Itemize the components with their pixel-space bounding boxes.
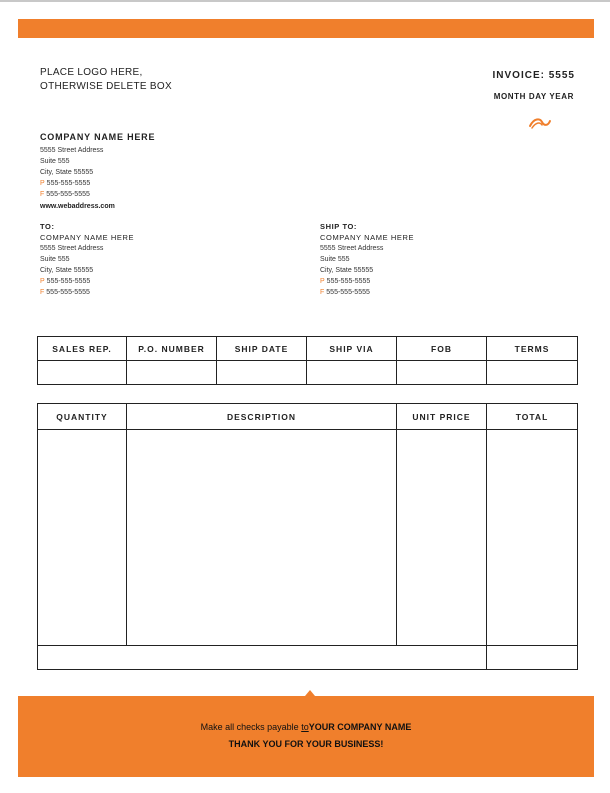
line-items-table — [37, 403, 578, 670]
logo-line-1: PLACE LOGO HERE, — [40, 67, 143, 78]
sender-city: City, State 55555 — [40, 169, 94, 176]
sender-company-name: COMPANY NAME HERE — [40, 132, 156, 142]
ship-to-city: City, State 55555 — [320, 267, 374, 274]
thank-you-note: THANK YOU FOR YOUR BUSINESS! — [228, 739, 384, 749]
fax-prefix: F — [40, 289, 45, 296]
fob-cell[interactable] — [397, 361, 487, 385]
invoice-number: INVOICE: 5555 — [492, 70, 575, 81]
phone-prefix: P — [40, 180, 45, 187]
payment-footer — [18, 696, 594, 777]
sales-rep-cell[interactable] — [38, 361, 127, 385]
payment-note — [18, 722, 594, 732]
top-divider — [0, 0, 610, 2]
bill-to-fax-number: 555-555-5555 — [46, 289, 90, 296]
description-header: DESCRIPTION — [127, 404, 397, 430]
ship-to-label: SHIP TO: — [320, 222, 358, 231]
unit-price-column-cell[interactable] — [397, 430, 487, 646]
items-body-row — [38, 430, 578, 646]
quantity-header: QUANTITY — [38, 404, 127, 430]
order-value-row — [38, 361, 578, 385]
invoice-date: MONTH DAY YEAR — [493, 92, 574, 101]
phone-prefix: P — [40, 278, 45, 285]
fob-header: FOB — [397, 337, 487, 361]
ship-to-company: COMPANY NAME HERE — [320, 233, 415, 242]
fax-prefix: F — [320, 289, 325, 296]
bill-to-block — [40, 221, 134, 298]
total-header: TOTAL — [487, 404, 578, 430]
total-column-cell[interactable] — [487, 430, 578, 646]
order-header-row — [38, 337, 578, 361]
bill-to-fax — [40, 287, 134, 298]
sender-street: 5555 Street Address — [40, 147, 104, 154]
ship-to-phone-number: 555-555-5555 — [326, 278, 371, 285]
description-column-cell[interactable] — [127, 430, 397, 646]
ship-via-cell[interactable] — [307, 361, 397, 385]
sender-company-block — [40, 132, 155, 213]
bill-to-phone-number: 555-555-5555 — [46, 278, 91, 285]
logo-line-2: OTHERWISE DELETE BOX — [40, 81, 172, 92]
sales-rep-header: SALES REP. — [38, 337, 127, 361]
ship-to-fax — [320, 287, 414, 298]
sender-suite: Suite 555 — [40, 158, 70, 165]
orange-swoosh-icon — [528, 116, 552, 130]
bill-to-city: City, State 55555 — [40, 267, 94, 274]
ship-to-street: 5555 Street Address — [320, 245, 384, 252]
ship-to-phone — [320, 276, 414, 287]
ship-to-suite: Suite 555 — [320, 256, 350, 263]
items-header-row — [38, 404, 578, 430]
terms-cell[interactable] — [487, 361, 578, 385]
payment-to: to — [301, 722, 309, 732]
po-number-cell[interactable] — [127, 361, 217, 385]
ship-date-cell[interactable] — [217, 361, 307, 385]
quantity-column-cell[interactable] — [38, 430, 127, 646]
items-total-row — [38, 646, 578, 670]
sender-phone-number: 555-555-5555 — [46, 180, 91, 187]
payment-prefix: Make all checks payable — [200, 722, 299, 732]
sender-fax — [40, 189, 155, 200]
fax-prefix: F — [40, 191, 45, 198]
payment-company: YOUR COMPANY NAME — [308, 722, 412, 732]
bill-to-label: TO: — [40, 222, 55, 231]
bill-to-street: 5555 Street Address — [40, 245, 104, 252]
ship-to-block — [320, 221, 414, 298]
sender-website[interactable]: www.webaddress.com — [40, 203, 115, 210]
grand-total-cell[interactable] — [487, 646, 578, 670]
order-details-table — [37, 336, 578, 385]
ship-via-header: SHIP VIA — [307, 337, 397, 361]
sender-phone — [40, 178, 155, 189]
phone-prefix: P — [320, 278, 325, 285]
header-accent-bar — [18, 19, 594, 38]
unit-price-header: UNIT PRICE — [397, 404, 487, 430]
bill-to-company: COMPANY NAME HERE — [40, 233, 135, 242]
ship-to-fax-number: 555-555-5555 — [326, 289, 370, 296]
sender-fax-number: 555-555-5555 — [46, 191, 90, 198]
bill-to-phone — [40, 276, 134, 287]
ship-date-header: SHIP DATE — [217, 337, 307, 361]
bill-to-suite: Suite 555 — [40, 256, 70, 263]
total-label-cell[interactable] — [38, 646, 487, 670]
po-number-header: P.O. NUMBER — [127, 337, 217, 361]
terms-header: TERMS — [487, 337, 578, 361]
logo-placeholder[interactable] — [40, 66, 172, 94]
